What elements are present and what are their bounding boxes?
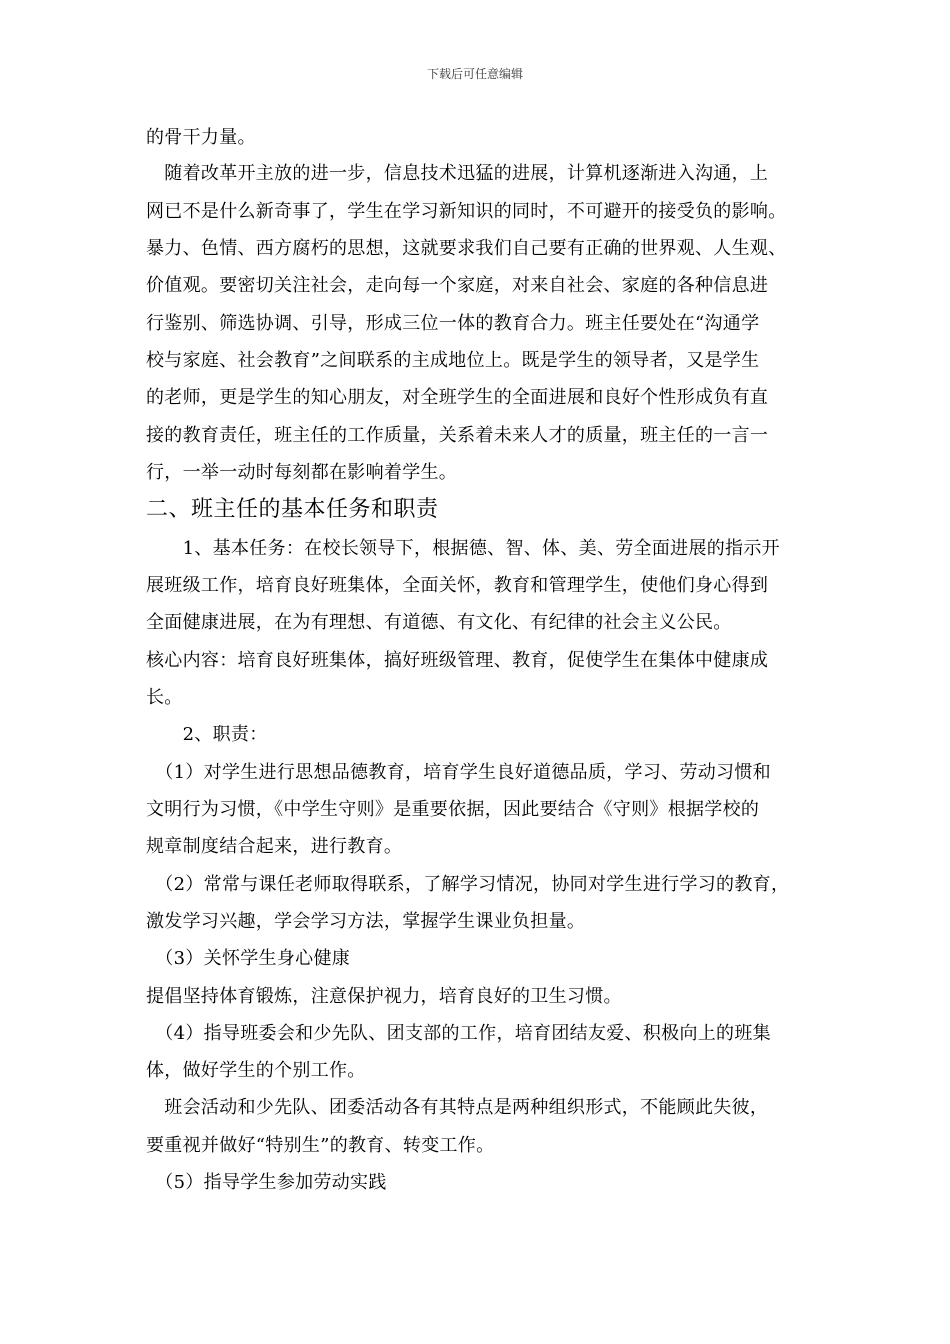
- paragraph-line: （5）指导学生参加劳动实践: [146, 1172, 387, 1193]
- paragraph-line: 1、基本任务：在校长领导下，根据德、智、体、美、劳全面进展的指示开: [146, 538, 780, 559]
- paragraph-line: 长。: [146, 687, 183, 708]
- paragraph-line: 规章制度结合起来，进行教育。: [146, 836, 403, 857]
- paragraph-line: 班会活动和少先队、团委活动各有其特点是两种组织形式，不能顾此失彼，: [146, 1097, 769, 1118]
- paragraph-line: 展班级工作，培育良好班集体，全面关怀，教育和管理学生，使他们身心得到: [146, 575, 769, 596]
- paragraph-line: （4）指导班委会和少先队、团支部的工作，培育团结友爱、积极向上的班集: [146, 1023, 771, 1044]
- paragraph-line: （2）常常与课任老师取得联系，了解学习情况，协同对学生进行学习的教育，: [146, 874, 790, 895]
- paragraph-line: 激发学习兴趣，学会学习方法，掌握学生课业负担量。: [146, 911, 586, 932]
- paragraph-line: 核心内容：培育良好班集体，搞好班级管理、教育，促使学生在集体中健康成: [146, 650, 769, 671]
- paragraph-line: 体，做好学生的个别工作。: [146, 1060, 366, 1081]
- paragraph-line: 要重视并做好“特别生”的教育、转变工作。: [146, 1135, 495, 1156]
- paragraph-line: 价值观。要密切关注社会，走向每一个家庭，对来自社会、家庭的各种信息进: [146, 275, 769, 296]
- paragraph-line: （3）关怀学生身心健康: [146, 948, 351, 969]
- paragraph-line: 提倡坚持体育锻炼，注意保护视力，培育良好的卫生习惯。: [146, 986, 622, 1007]
- paragraph-line: 暴力、色情、西方腐朽的思想，这就要求我们自己要有正确的世界观、人生观、: [146, 238, 787, 259]
- paragraph-line: 校与家庭、社会教育”之间联系的主成地位上。既是学生的领导者，又是学生: [146, 350, 760, 371]
- paragraph-line: 随着改革开主放的进一步，信息技术迅猛的进展，计算机逐渐进入沟通，上: [146, 163, 769, 184]
- paragraph-line: （1）对学生进行思想品德教育，培育学生良好道德品质，学习、劳动习惯和: [146, 762, 771, 783]
- paragraph-line: 2、职责：: [146, 724, 268, 745]
- paragraph-line: 的老师，更是学生的知心朋友，对全班学生的全面进展和良好个性形成负有直: [146, 387, 769, 408]
- paragraph-line: 接的教育责任，班主任的工作质量，关系着未来人才的质量，班主任的一言一: [146, 425, 769, 446]
- paragraph-line: 网已不是什么新奇事了，学生在学习新知识的同时，不可避开的接受负的影响。: [146, 201, 787, 222]
- paragraph-line: 全面健康进展，在为有理想、有道德、有文化、有纪律的社会主义公民。: [146, 612, 732, 633]
- paragraph-line: 文明行为习惯，《中学生守则》是重要依据，因此要结合《守则》根据学校的: [146, 799, 760, 820]
- page-header: 下载后可任意编辑: [426, 67, 523, 81]
- section-heading: 二、班主任的基本任务和职责: [146, 497, 439, 522]
- paragraph-line: 的骨干力量。: [146, 127, 256, 148]
- paragraph-line: 行，一举一动时每刻都在影响着学生。: [146, 462, 458, 483]
- paragraph-line: 行鉴别、筛选协调、引导，形成三位一体的教育合力。班主任要处在“沟通学: [146, 313, 760, 334]
